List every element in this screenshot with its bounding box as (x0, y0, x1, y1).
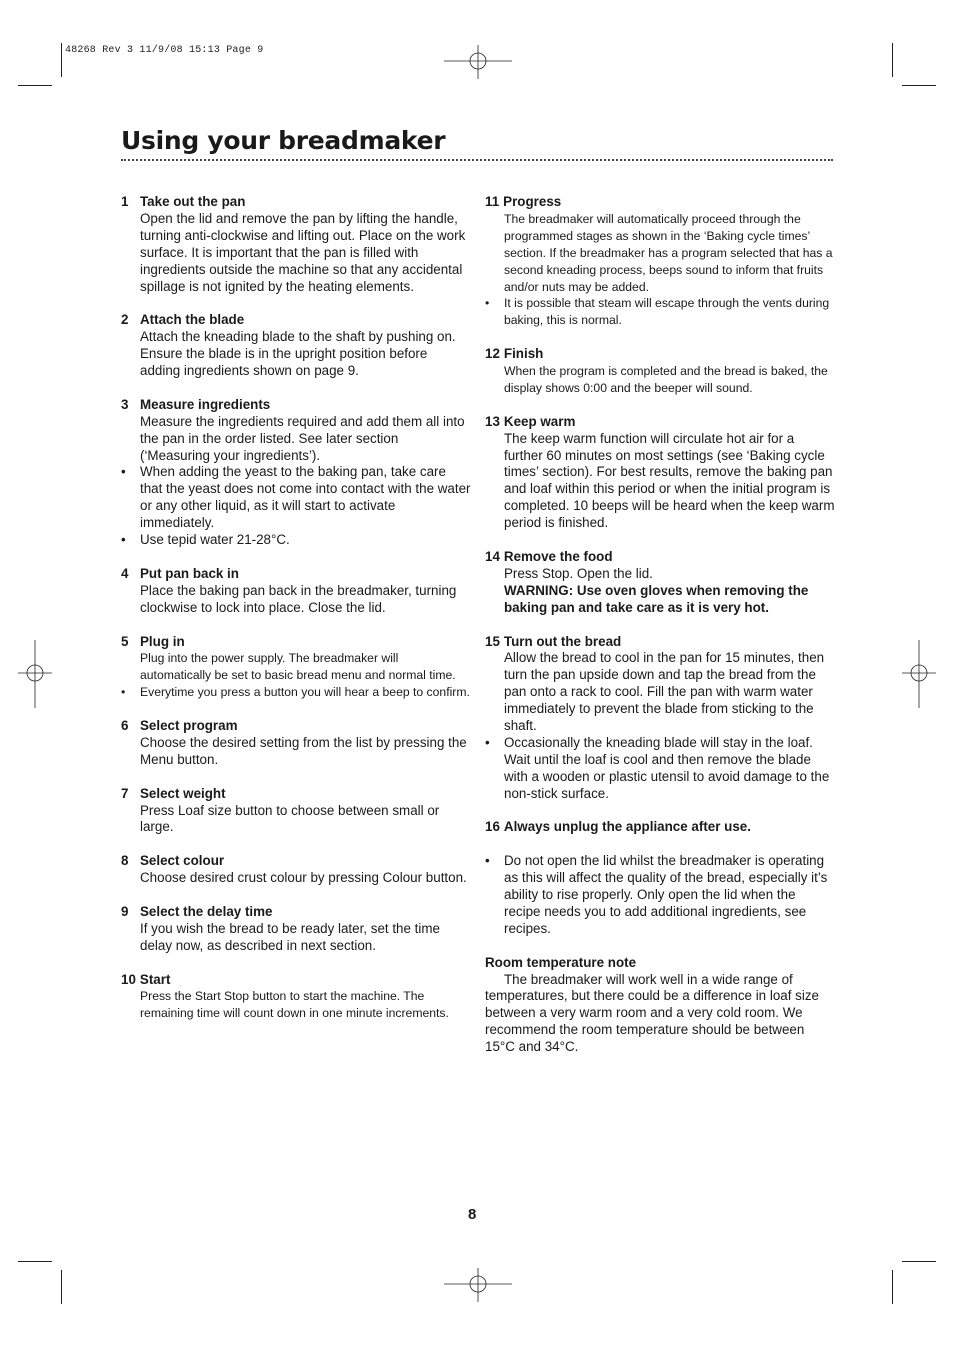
step-number: 12 (485, 346, 500, 362)
crop-mark (61, 1270, 62, 1304)
step-text: When the program is completed and the bread is baked, the display shows 0:00 and the beeper will sound. (504, 364, 828, 395)
registration-mark-icon (444, 45, 512, 79)
step-heading: Start (139, 971, 171, 987)
step-3 (121, 397, 471, 549)
step-text: If you wish the bread to be ready later, set the time delay now, as described in next section. (140, 920, 440, 953)
bullet-icon: • (121, 532, 126, 548)
step-text: The breadmaker will automatically proceed through the programmed stages as shown in the ‘Baking cycle times’ section. If the breadmaker has a program selected that has a second kneading process, beeps sound to inform that fruits and/or nuts may be added. (504, 211, 833, 294)
step-heading: Measure ingredients (140, 396, 271, 412)
bullet-item (121, 684, 471, 701)
step-heading: Remove the food (503, 548, 613, 564)
room-temperature-note (485, 955, 835, 1056)
bullet-item (485, 853, 835, 938)
step-number: 13 (485, 413, 500, 429)
step-10 (121, 972, 471, 1023)
step-text: Measure the ingredients required and add them all into the pan in the order listed. See later section (‘Measuring your ingredients’). (140, 413, 465, 463)
bullet-icon: • (485, 734, 490, 750)
step-number: 14 (485, 548, 500, 564)
step-4 (121, 566, 471, 617)
bullet-icon: • (121, 464, 126, 480)
bullet-icon: • (485, 853, 490, 869)
page-number: 8 (468, 1206, 477, 1223)
bullet-text: When adding the yeast to the baking pan, take care that the yeast does not come into contact with the water or any other liquid, as it will start to activate immediately. (140, 464, 471, 531)
crop-mark (902, 1261, 936, 1262)
step-heading: Put pan back in (140, 565, 239, 581)
left-column (121, 194, 471, 1039)
step-13 (485, 414, 835, 532)
step-number: 7 (121, 785, 129, 801)
crop-mark (18, 85, 52, 86)
step-text: Allow the bread to cool in the pan for 15 minutes, then turn the pan upside down and tap the bread from the pan onto a rack to cool. Fill the pan with warm water immediately to prevent the blade from sticking to the shaft. (504, 650, 825, 734)
step-number: 9 (121, 903, 129, 919)
step-heading: Keep warm (503, 413, 576, 429)
step-6 (121, 718, 471, 769)
note-text: The breadmaker will work well in a wide range of temperatures, but there could be a difference in loaf size between a very warm room and a very cold room. We recommend the room temperature should be between 15°C and 34°C. (485, 971, 819, 1055)
bullet-text: Occasionally the kneading blade will stay in the loaf. Wait until the loaf is cool and then remove the blade with a wooden or plastic utensil to avoid damage to the non-stick surface. (504, 734, 830, 801)
step-number: 16 (485, 819, 500, 835)
step-heading: Take out the pan (140, 194, 246, 209)
print-slug: 48268 Rev 3 11/9/08 15:13 Page 9 (65, 45, 264, 56)
bullet-icon: • (485, 296, 490, 311)
step-heading: Plug in (140, 633, 185, 649)
step-15 (485, 634, 835, 803)
step-12 (485, 346, 835, 397)
registration-mark-icon (902, 640, 936, 708)
bullet-text: Everytime you press a button you will hear a beep to confirm. (140, 685, 470, 700)
step-number: 1 (121, 194, 129, 209)
step-heading: Finish (503, 346, 544, 362)
registration-mark-icon (444, 1268, 512, 1302)
step-text: Plug into the power supply. The breadmaker will automatically be set to basic bread menu and normal time. (140, 651, 456, 683)
step-heading: Select colour (140, 853, 225, 869)
step-heading: Select weight (140, 785, 226, 801)
bullet-item (485, 735, 835, 803)
page-title: Using your breadmaker (121, 126, 446, 155)
step-number: 10 (121, 971, 136, 987)
registration-mark-icon (18, 640, 52, 708)
bullet-text: It is possible that steam will escape through the vents during baking, this is normal. (504, 296, 830, 328)
bullet-icon: • (121, 685, 126, 700)
step-text: Press the Start Stop button to start the machine. The remaining time will count down in one minute increments. (140, 989, 449, 1021)
step-8 (121, 853, 471, 887)
bullet-item (121, 532, 471, 549)
step-number: 4 (121, 565, 129, 581)
step-2 (121, 312, 471, 380)
bullet-item (121, 464, 471, 532)
bullet-item (485, 295, 835, 329)
bullet-text: Do not open the lid whilst the breadmaker is operating as this will affect the quality of the bread, especially it’s ability to rise properly. Only open the lid when the recipe needs you to add additional ingredients, see recipes. (504, 853, 828, 936)
step-heading: Always unplug the appliance after use. (503, 819, 751, 835)
step-heading: Turn out the bread (503, 633, 622, 649)
crop-mark (892, 1270, 893, 1304)
crop-mark (902, 85, 936, 86)
warning-text: WARNING: Use oven gloves when removing the baking pan and take care as it is very hot. (504, 582, 809, 615)
step-text: Choose desired crust colour by pressing Colour button. (140, 870, 467, 886)
step-heading: Select the delay time (140, 903, 273, 919)
dotted-divider (121, 159, 833, 161)
step-text: Choose the desired setting from the list by pressing the Menu button. (140, 734, 467, 767)
step-number: 2 (121, 312, 129, 328)
step-number: 3 (121, 396, 129, 412)
step-text: The keep warm function will circulate hot air for a further 60 minutes on most settings (see ‘Baking cycle times’ section). For best results, remove the baking pan and loaf within this period or when the initial program is completed. 10 beeps will be heard when the keep warm period is finished. (504, 430, 835, 531)
step-16 (485, 819, 835, 937)
right-column (485, 194, 835, 1073)
step-1 (121, 194, 471, 295)
step-number: 11 (485, 194, 500, 209)
note-heading: Room temperature note (485, 954, 637, 970)
step-text: Attach the kneading blade to the shaft by pushing on. Ensure the blade is in the upright position before adding ingredients shown on page 9. (140, 329, 456, 379)
step-number: 15 (485, 633, 500, 649)
step-7 (121, 786, 471, 837)
step-11 (485, 194, 835, 329)
step-text: Open the lid and remove the pan by lifting the handle, turning anti-clockwise and lifting out. Place on the work surface. It is important that the pan is filled with ingredients outside the machine so that any accidental spillage is not ignited by the heating elements. (140, 210, 466, 294)
step-text: Press Stop. Open the lid. (504, 565, 653, 581)
step-heading: Select program (140, 718, 238, 734)
step-number: 5 (121, 633, 129, 649)
step-number: 6 (121, 718, 129, 734)
step-text: Press Loaf size button to choose between small or large. (140, 802, 440, 835)
bullet-text: Use tepid water 21-28°C. (140, 532, 290, 548)
step-14 (485, 549, 835, 617)
crop-mark (892, 43, 893, 77)
step-9 (121, 904, 471, 955)
step-heading: Progress (503, 194, 562, 209)
step-5 (121, 634, 471, 702)
step-heading: Attach the blade (140, 312, 245, 328)
step-number: 8 (121, 853, 129, 869)
step-text: Place the baking pan back in the breadmaker, turning clockwise to lock into place. Close the lid. (140, 582, 457, 615)
crop-mark (61, 43, 62, 77)
crop-mark (18, 1261, 52, 1262)
